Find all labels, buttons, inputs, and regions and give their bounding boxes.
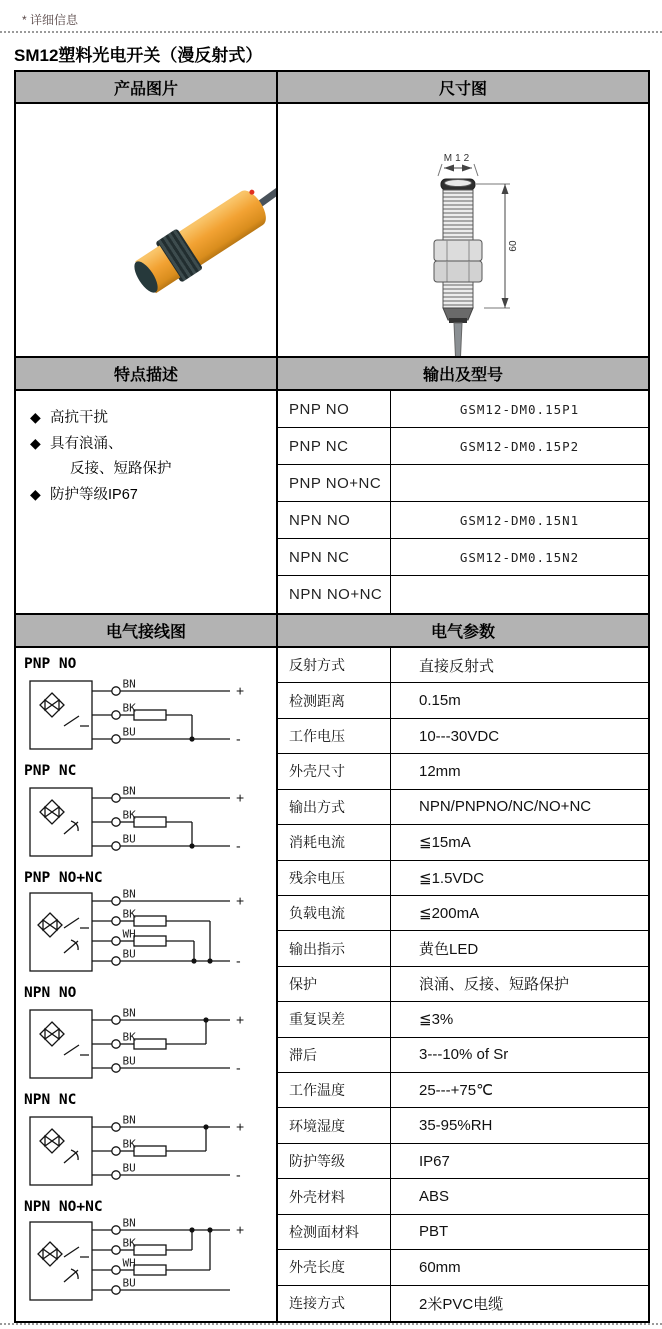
terminal-circle: [112, 1266, 120, 1274]
param-value: 3---10% of Sr: [419, 1046, 509, 1064]
param-value: ABS: [419, 1188, 450, 1206]
wire-label: WH: [122, 1256, 136, 1270]
wire-label: BU: [122, 1276, 136, 1290]
param-row: [278, 1002, 648, 1037]
feature-bullet: ◆: [30, 409, 41, 425]
param-row: [278, 861, 648, 896]
terminal-circle: [112, 1147, 120, 1155]
thread-size-label: M12: [443, 153, 473, 164]
terminal-circle: [112, 687, 120, 695]
feature-item: [30, 405, 266, 431]
output-type: PNP NO+NC: [278, 465, 391, 501]
sensor-symbol: [40, 1022, 64, 1046]
wire-label: BU: [122, 725, 136, 739]
param-row: [278, 1144, 648, 1179]
param-value: 0.15m: [419, 692, 461, 710]
param-name: 重复误差: [278, 1002, 391, 1036]
resistor: [134, 710, 166, 720]
terminal-circle: [112, 1171, 120, 1179]
terminal-circle: [112, 1226, 120, 1234]
param-name: 环境湿度: [278, 1108, 391, 1142]
dimension-diagram-svg: [278, 104, 648, 356]
terminal-sign: -: [236, 1166, 241, 1183]
param-value: 浪涌、反接、短路保护: [419, 976, 570, 994]
terminal-circle: [112, 1040, 120, 1048]
sensor-box: [30, 681, 92, 749]
param-value: 10---30VDC: [419, 727, 500, 745]
terminal-circle: [112, 1286, 120, 1294]
param-value: 60mm: [419, 1258, 461, 1276]
wiring-diagram-svg: [24, 1216, 268, 1312]
param-row: [278, 719, 648, 754]
param-row: [278, 683, 648, 718]
wiring-diagram-label: PNP NO+NC: [24, 870, 103, 886]
terminal-circle: [112, 735, 120, 743]
param-value: ≦200mA: [419, 905, 480, 923]
resistor: [134, 1146, 166, 1156]
param-value: IP67: [419, 1152, 450, 1170]
page-title: SM12塑料光电开关（漫反射式）: [14, 46, 263, 65]
param-name: 残余电压: [278, 861, 391, 895]
output-type: NPN NO+NC: [278, 576, 391, 613]
switch-nc-symbol: [64, 821, 78, 834]
sensor-box: [30, 788, 92, 856]
bottom-dotted-divider: [0, 1323, 662, 1325]
wiring-diagram-svg: [24, 887, 268, 983]
resistor: [134, 817, 166, 827]
param-name: 负载电流: [278, 896, 391, 930]
wire-label: BU: [122, 947, 136, 961]
resistor: [134, 1039, 166, 1049]
param-value: 25---+75℃: [419, 1082, 493, 1100]
param-value: 直接反射式: [419, 657, 495, 675]
terminal-circle: [112, 1064, 120, 1072]
output-models-table: [278, 391, 648, 613]
wiring-diagram-label: NPN NC: [24, 1092, 77, 1108]
length-label: 60: [508, 240, 519, 252]
param-row: [278, 825, 648, 860]
switch-nc-symbol: [64, 940, 78, 953]
wire-label: BU: [122, 1054, 136, 1068]
sensor-symbol: [40, 1129, 64, 1153]
param-name: 连接方式: [278, 1286, 391, 1321]
feature-item: [30, 482, 266, 508]
param-row: [278, 1286, 648, 1321]
terminal-circle: [112, 937, 120, 945]
wiring-diagram-block: [24, 656, 276, 761]
header-product-image: 产品图片: [15, 71, 277, 103]
output-model-row: [278, 428, 648, 465]
wiring-diagram-svg: [24, 1109, 268, 1197]
wire-label: BK: [122, 1137, 136, 1151]
junction-dot: [203, 1017, 208, 1022]
electrical-params-table: [278, 648, 648, 1321]
sensor-symbol: [38, 1242, 62, 1266]
param-name: 检测面材料: [278, 1215, 391, 1249]
param-row: [278, 754, 648, 789]
wire-label: BN: [122, 1216, 136, 1230]
wire-label: BU: [122, 832, 136, 846]
wire-label: WH: [122, 927, 136, 941]
header-electrical: 电气参数: [277, 614, 649, 647]
switch-no-symbol: [64, 918, 89, 928]
wire-label: BK: [122, 1030, 136, 1044]
junction-dot: [207, 1227, 212, 1232]
param-name: 滞后: [278, 1038, 391, 1072]
wire-label: BN: [122, 1113, 136, 1127]
wiring-diagram-block: [24, 985, 276, 1090]
output-model: [391, 465, 648, 501]
wiring-diagram-block: [24, 1199, 276, 1312]
resistor: [134, 1265, 166, 1275]
wire-label: BN: [122, 887, 136, 901]
switch-no-symbol: [64, 1045, 89, 1055]
feature-bullet: ◆: [30, 435, 41, 451]
param-row: [278, 1108, 648, 1143]
wiring-diagram-label: PNP NC: [24, 763, 77, 779]
terminal-sign: +: [236, 789, 245, 806]
param-row: [278, 648, 648, 683]
junction-dot: [203, 1124, 208, 1129]
param-value: 2米PVC电缆: [419, 1295, 504, 1313]
wire-label: BK: [122, 1236, 136, 1250]
sensor-box: [30, 1222, 92, 1300]
output-model: GSM12-DM0.15P2: [459, 438, 580, 454]
terminal-sign: +: [236, 892, 245, 909]
wire-label: BU: [122, 1161, 136, 1175]
param-row: [278, 1179, 648, 1214]
terminal-circle: [112, 1123, 120, 1131]
param-name: 输出方式: [278, 790, 391, 824]
terminal-circle: [112, 1016, 120, 1024]
param-name: 防护等级: [278, 1144, 391, 1178]
terminal-circle: [112, 957, 120, 965]
param-row: [278, 1038, 648, 1073]
terminal-sign: -: [236, 730, 241, 747]
wire-label: BN: [122, 677, 136, 691]
wiring-diagrams: [15, 647, 277, 1322]
param-name: 保护: [278, 967, 391, 1001]
detail-info-note: * 详细信息: [22, 13, 79, 27]
output-type: PNP NC: [278, 428, 391, 464]
switch-no-symbol: [64, 1247, 89, 1257]
wiring-diagram-label: NPN NO+NC: [24, 1199, 103, 1215]
terminal-sign: +: [236, 1011, 245, 1028]
dimension-cell: [277, 103, 649, 357]
wiring-diagram-block: [24, 763, 276, 868]
header-features: 特点描述: [15, 357, 277, 390]
sensor-symbol: [40, 800, 64, 824]
wiring-diagram-block: [24, 1092, 276, 1197]
param-row: [278, 896, 648, 931]
header-wiring: 电气接线图: [15, 614, 277, 647]
terminal-sign: -: [236, 952, 241, 969]
sensor-box: [30, 1010, 92, 1078]
output-model: GSM12-DM0.15N2: [459, 549, 580, 565]
param-name: 外壳长度: [278, 1250, 391, 1284]
output-model-row: [278, 539, 648, 576]
param-value: ≦15mA: [419, 834, 471, 852]
wiring-diagram-label: PNP NO: [24, 656, 77, 672]
terminal-circle: [112, 794, 120, 802]
output-type: NPN NC: [278, 539, 391, 575]
wiring-diagram-label: NPN NO: [24, 985, 77, 1001]
output-model-row: [278, 465, 648, 502]
param-row: [278, 931, 648, 966]
resistor: [134, 936, 166, 946]
terminal-sign: -: [236, 1059, 241, 1076]
param-value: NPN/PNPNO/NC/NO+NC: [419, 798, 592, 816]
output-model: GSM12-DM0.15P1: [459, 401, 580, 417]
top-dotted-divider: [0, 31, 662, 33]
param-name: 外壳尺寸: [278, 754, 391, 788]
param-name: 消耗电流: [278, 825, 391, 859]
electrical-params-cell: [277, 647, 649, 1322]
output-type: PNP NO: [278, 391, 391, 427]
output-model-row: [278, 576, 648, 613]
wiring-diagram-svg: [24, 673, 268, 761]
output-type: NPN NO: [278, 502, 391, 538]
wiring-diagram-block: [24, 870, 276, 983]
wire-label: BK: [122, 808, 136, 822]
sensor-box: [30, 893, 92, 971]
param-name: 外壳材料: [278, 1179, 391, 1213]
param-name: 反射方式: [278, 648, 391, 682]
output-models-cell: [277, 390, 649, 614]
param-name: 工作温度: [278, 1073, 391, 1107]
terminal-sign: +: [236, 1118, 245, 1135]
sensor-symbol: [38, 913, 62, 937]
feature-item: [30, 431, 266, 457]
wire-label: BK: [122, 701, 136, 715]
output-model-row: [278, 502, 648, 539]
param-row: [278, 1073, 648, 1108]
sensor-box: [30, 1117, 92, 1185]
param-name: 工作电压: [278, 719, 391, 753]
feature-text: 具有浪涌、: [50, 436, 123, 452]
param-value: 黄色LED: [419, 941, 479, 959]
header-dimension: 尺寸图: [277, 71, 649, 103]
output-model: GSM12-DM0.15N1: [459, 512, 580, 528]
spec-table: [14, 70, 650, 1323]
param-row: [278, 967, 648, 1002]
terminal-circle: [112, 818, 120, 826]
resistor: [134, 916, 166, 926]
product-photo-cell: [15, 103, 277, 357]
param-value: PBT: [419, 1223, 449, 1241]
sensor-symbol: [40, 693, 64, 717]
terminal-sign: +: [236, 682, 245, 699]
feature-item: [50, 457, 266, 482]
wire-label: BK: [122, 907, 136, 921]
terminal-sign: -: [236, 837, 241, 854]
feature-text: 防护等级IP67: [50, 487, 138, 503]
switch-nc-symbol: [64, 1269, 78, 1282]
features-list: [15, 390, 277, 614]
feature-text: 反接、短路保护: [70, 461, 172, 477]
param-row: [278, 1215, 648, 1250]
param-row: [278, 1250, 648, 1285]
terminal-circle: [112, 1246, 120, 1254]
terminal-circle: [112, 897, 120, 905]
wiring-diagram-svg: [24, 780, 268, 868]
terminal-circle: [112, 711, 120, 719]
wire-label: BN: [122, 1006, 136, 1020]
resistor: [134, 1245, 166, 1255]
output-model: [391, 576, 648, 613]
param-name: 输出指示: [278, 931, 391, 965]
junction-dot: [189, 1227, 194, 1232]
param-value: 35-95%RH: [419, 1117, 493, 1135]
param-row: [278, 790, 648, 825]
terminal-sign: +: [236, 1221, 245, 1238]
terminal-circle: [112, 917, 120, 925]
param-value: ≦3%: [419, 1011, 454, 1029]
terminal-circle: [112, 842, 120, 850]
feature-text: 高抗干扰: [50, 410, 108, 426]
param-value: 12mm: [419, 762, 461, 780]
wire-label: BN: [122, 784, 136, 798]
product-photo: [127, 155, 277, 301]
wiring-diagram-svg: [24, 1002, 268, 1090]
param-value: ≦1.5VDC: [419, 869, 485, 887]
feature-bullet: ◆: [30, 486, 41, 502]
switch-no-symbol: [64, 716, 89, 726]
header-output-models: 输出及型号: [277, 357, 649, 390]
param-name: 检测距离: [278, 683, 391, 717]
output-model-row: [278, 391, 648, 428]
switch-nc-symbol: [64, 1150, 78, 1163]
